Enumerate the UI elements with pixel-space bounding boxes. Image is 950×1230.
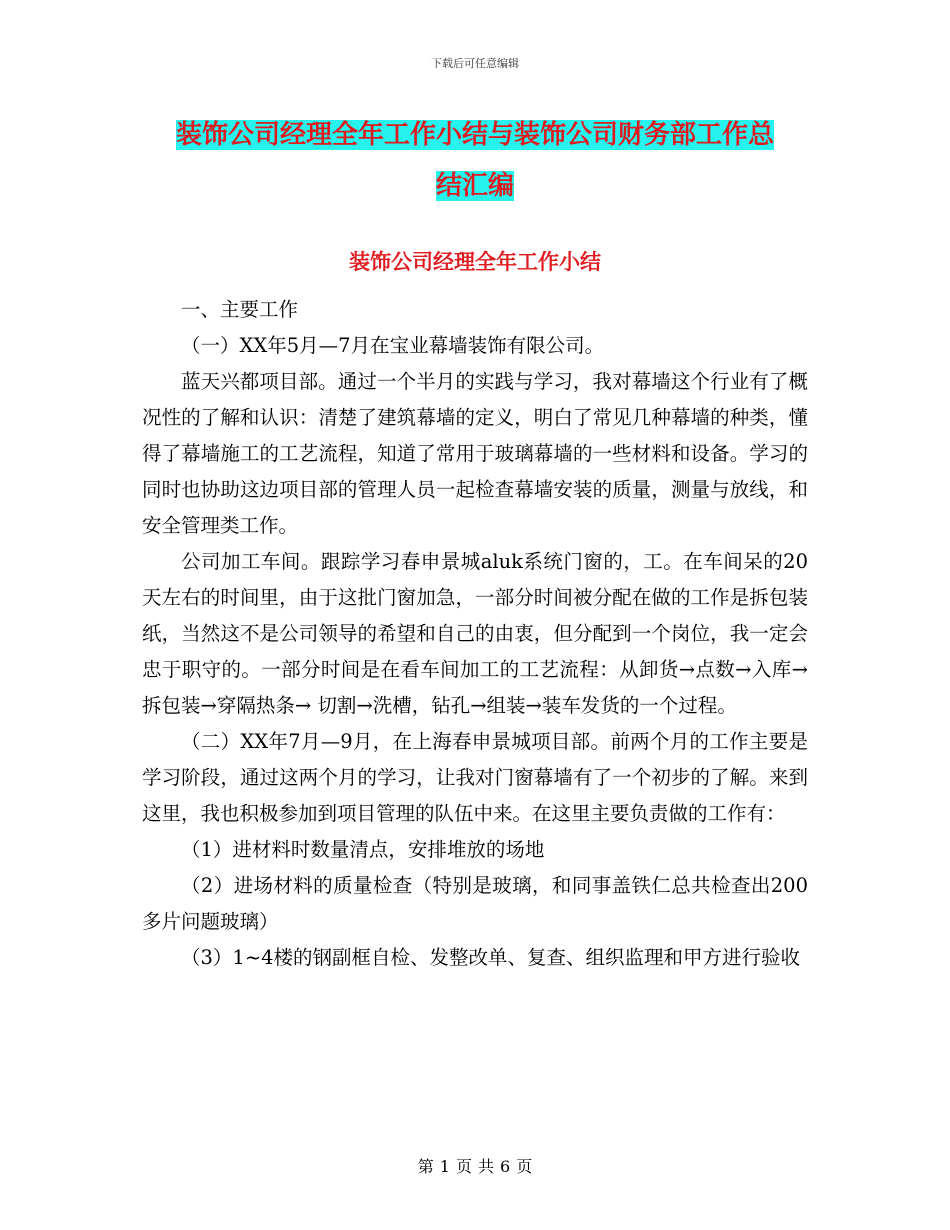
list-item-1: （1）进材料时数量清点，安排堆放的场地	[181, 838, 545, 861]
paragraph-period-2: （二）XX年7月—9月，在上海春申景城项目部。前两个月的工作主要是学习阶段，通过这两个月的学习，让我对门窗幕墙有了一个初步的了解。来到这里，我也积极参加到项目管理的队伍中来。在这里主要负责做的工作有：	[142, 730, 808, 825]
footer-page-number: 1	[439, 1157, 450, 1176]
list-item-2: （2）进场材料的质量检查（特别是玻璃，和同事盖铁仁总共检查出200多片问题玻璃）	[142, 874, 808, 933]
document-title	[140, 110, 810, 212]
paragraph-workshop: 公司加工车间。跟踪学习春申景城aluk系统门窗的，工。在车间呆的20天左右的时间里，由于这批门窗加急，一部分时间被分配在做的工作是拆包装纸，当然这不是公司领导的希望和自己的由衷，但分配到一个岗位，我一定会忠于职守的。一部分时间是在看车间加工的工艺流程：从卸货→点数→入库→拆包装→穿隔热条→ 切割→洗槽，钻孔→组装→装车发货的一个过程。	[142, 550, 808, 717]
footer-total-unit: 页	[516, 1157, 533, 1176]
title-line-2: 结汇编	[435, 171, 514, 201]
paragraph-period-1: （一）XX年5月—7月在宝业幕墙装饰有限公司。	[181, 334, 605, 357]
section-title: 装饰公司经理全年工作小结	[349, 250, 601, 274]
paragraph-main-work: 一、主要工作	[181, 298, 299, 321]
footer-page-word: 第	[417, 1157, 434, 1176]
title-line-1: 装饰公司经理全年工作小结与装饰公司财务部工作总	[175, 120, 774, 150]
header-note: 下载后可任意编辑	[431, 57, 519, 70]
footer-total-pages: 6	[500, 1157, 511, 1176]
page-footer	[0, 1154, 950, 1177]
body-text	[142, 292, 808, 976]
paragraph-lantian-project: 蓝天兴都项目部。通过一个半月的实践与学习，我对幕墙这个行业有了概况性的了解和认识：清楚了建筑幕墙的定义，明白了常见几种幕墙的种类，懂得了幕墙施工的工艺流程，知道了常用于玻璃幕墙的一些材料和设备。学习的同时也协助这边项目部的管理人员一起检查幕墙安装的质量，测量与放线，和安全管理类工作。	[142, 370, 808, 537]
list-item-3: （3）1~4楼的钢副框自检、发整改单、复查、组织监理和甲方进行验收	[181, 946, 801, 969]
footer-total-word: 共	[478, 1157, 495, 1176]
footer-page-unit: 页	[455, 1157, 472, 1176]
